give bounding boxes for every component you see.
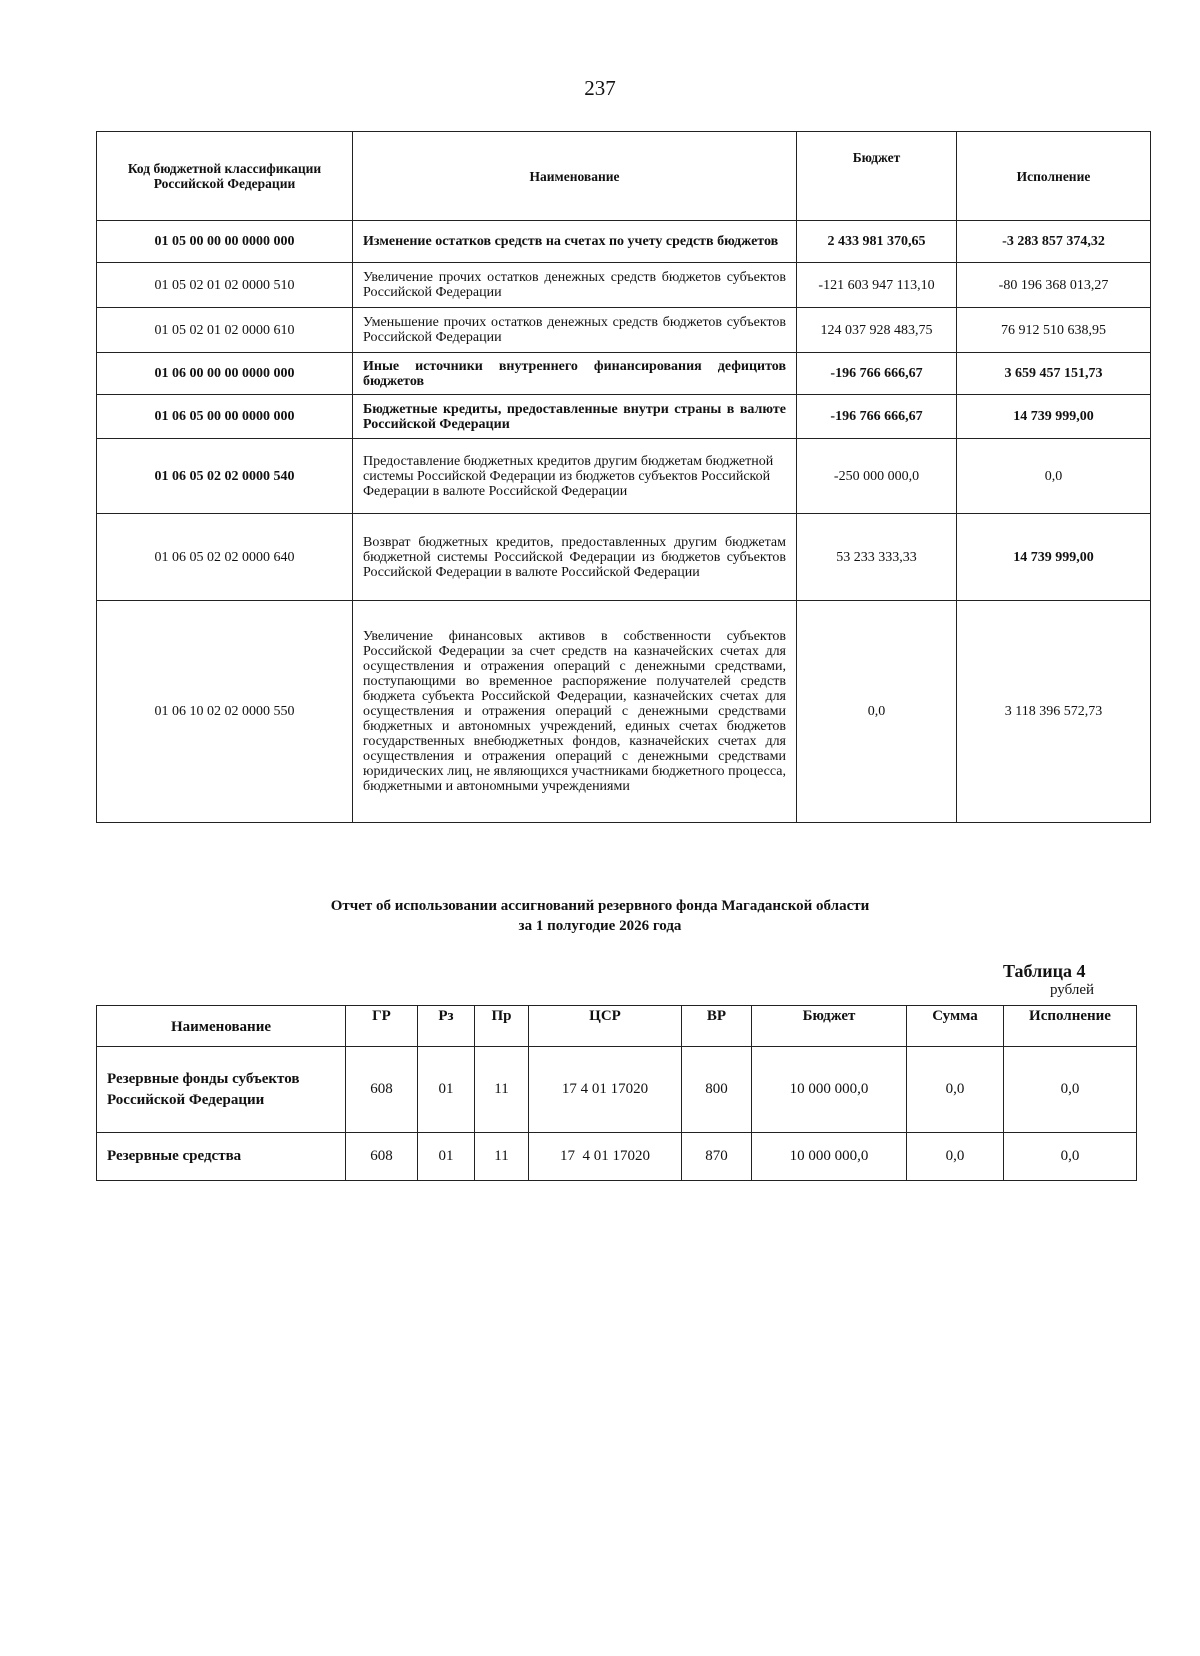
header-name: Наименование [97, 1006, 346, 1047]
row-execution: -80 196 368 013,27 [957, 263, 1151, 308]
row-name: Возврат бюджетных кредитов, предоставленных другим бюджетам бюджетной системы Российской Федерации из бюджетов субъектов Российской Федерации в валюте Российской Федерации [353, 514, 797, 601]
table-header-row [97, 1006, 1137, 1047]
row-execution: 0,0 [1004, 1047, 1137, 1133]
table-row [97, 1133, 1137, 1181]
report-title-line2: за 1 полугодие 2026 года [518, 918, 682, 934]
row-code: 01 06 05 02 02 0000 540 [97, 439, 353, 514]
row-name: Резервные средства [97, 1133, 346, 1181]
header-rz: Рз [418, 1006, 475, 1047]
row-budget: -196 766 666,67 [797, 353, 957, 395]
row-budget: 0,0 [797, 601, 957, 823]
row-name: Резервные фонды субъектов Российской Федерации [97, 1047, 346, 1133]
table-row [97, 263, 1151, 308]
row-rz: 01 [418, 1047, 475, 1133]
header-name: Наименование [353, 132, 797, 221]
row-code: 01 06 05 00 00 0000 000 [97, 395, 353, 439]
row-execution: 14 739 999,00 [957, 514, 1151, 601]
header-gr: ГР [346, 1006, 418, 1047]
row-code: 01 05 02 01 02 0000 510 [97, 263, 353, 308]
row-csr: 17 4 01 17020 [529, 1047, 682, 1133]
row-budget: 10 000 000,0 [752, 1133, 907, 1181]
header-budget: Бюджет [797, 132, 957, 221]
row-gr: 608 [346, 1133, 418, 1181]
table-row [97, 395, 1151, 439]
row-code: 01 06 00 00 00 0000 000 [97, 353, 353, 395]
header-execution: Исполнение [957, 132, 1151, 221]
table-row [97, 1047, 1137, 1133]
table-label: Таблица 4 [1003, 961, 1086, 981]
row-budget: 2 433 981 370,65 [797, 221, 957, 263]
row-budget: -121 603 947 113,10 [797, 263, 957, 308]
row-execution: -3 283 857 374,32 [957, 221, 1151, 263]
table-row [97, 601, 1151, 823]
header-code: Код бюджетной классификации Российской Федерации [97, 132, 353, 221]
row-budget: 124 037 928 483,75 [797, 308, 957, 353]
row-name: Уменьшение прочих остатков денежных средств бюджетов субъектов Российской Федерации [353, 308, 797, 353]
header-vr: ВР [682, 1006, 752, 1047]
row-execution: 0,0 [957, 439, 1151, 514]
row-execution: 76 912 510 638,95 [957, 308, 1151, 353]
header-budget: Бюджет [752, 1006, 907, 1047]
row-execution: 3 118 396 572,73 [957, 601, 1151, 823]
row-name: Изменение остатков средств на счетах по учету средств бюджетов [353, 221, 797, 263]
row-name: Предоставление бюджетных кредитов другим бюджетам бюджетной системы Российской Федерации из бюджетов субъектов Российской Федерации в валюте Российской Федерации [353, 439, 797, 514]
table-row [97, 353, 1151, 395]
header-sum: Сумма [907, 1006, 1004, 1047]
table-row [97, 439, 1151, 514]
row-name: Иные источники внутреннего финансирования дефицитов бюджетов [353, 353, 797, 395]
row-code: 01 05 02 01 02 0000 610 [97, 308, 353, 353]
header-execution: Исполнение [1004, 1006, 1137, 1047]
header-pr: Пр [475, 1006, 529, 1047]
header-csr: ЦСР [529, 1006, 682, 1047]
row-vr: 800 [682, 1047, 752, 1133]
report-title-line1: Отчет об использовании ассигнований резервного фонда Магаданской области [330, 898, 870, 914]
row-code: 01 06 10 02 02 0000 550 [97, 601, 353, 823]
row-execution: 14 739 999,00 [957, 395, 1151, 439]
row-code: 01 06 05 02 02 0000 640 [97, 514, 353, 601]
row-pr: 11 [475, 1047, 529, 1133]
report-title [0, 896, 1200, 936]
row-budget: -250 000 000,0 [797, 439, 957, 514]
row-name: Увеличение финансовых активов в собственности субъектов Российской Федерации за счет средств на казначейских счетах для осуществления и отражения операций с денежными средствами, поступающими во временное распоряжение получателей средств бюджета субъекта Российской Федерации, казначейских счетах для осуществления и отражения операций с денежными средствами бюджетных и автономных учреждений, единых счетах бюджетов государственных внебюджетных фондов, казначейских счетах для осуществления и отражения операций с денежными средствами юридических лиц, не являющихся участниками бюджетного процесса, бюджетными и автономными учреждениями [353, 601, 797, 823]
row-csr: 17 4 01 17020 [529, 1133, 682, 1181]
row-budget: -196 766 666,67 [797, 395, 957, 439]
row-budget: 53 233 333,33 [797, 514, 957, 601]
row-pr: 11 [475, 1133, 529, 1181]
page-number: 237 [584, 76, 616, 100]
row-budget: 10 000 000,0 [752, 1047, 907, 1133]
row-code: 01 05 00 00 00 0000 000 [97, 221, 353, 263]
table-row [97, 308, 1151, 353]
table-header-row [97, 132, 1151, 221]
row-execution: 0,0 [1004, 1133, 1137, 1181]
table-row [97, 514, 1151, 601]
row-gr: 608 [346, 1047, 418, 1133]
row-name: Бюджетные кредиты, предоставленные внутри страны в валюте Российской Федерации [353, 395, 797, 439]
row-name: Увеличение прочих остатков денежных средств бюджетов субъектов Российской Федерации [353, 263, 797, 308]
row-rz: 01 [418, 1133, 475, 1181]
sources-financing-table [96, 131, 1151, 823]
reserve-fund-table [96, 1005, 1137, 1181]
row-vr: 870 [682, 1133, 752, 1181]
units-label: рублей [1050, 982, 1095, 998]
table-row [97, 221, 1151, 263]
row-sum: 0,0 [907, 1047, 1004, 1133]
row-execution: 3 659 457 151,73 [957, 353, 1151, 395]
row-sum: 0,0 [907, 1133, 1004, 1181]
